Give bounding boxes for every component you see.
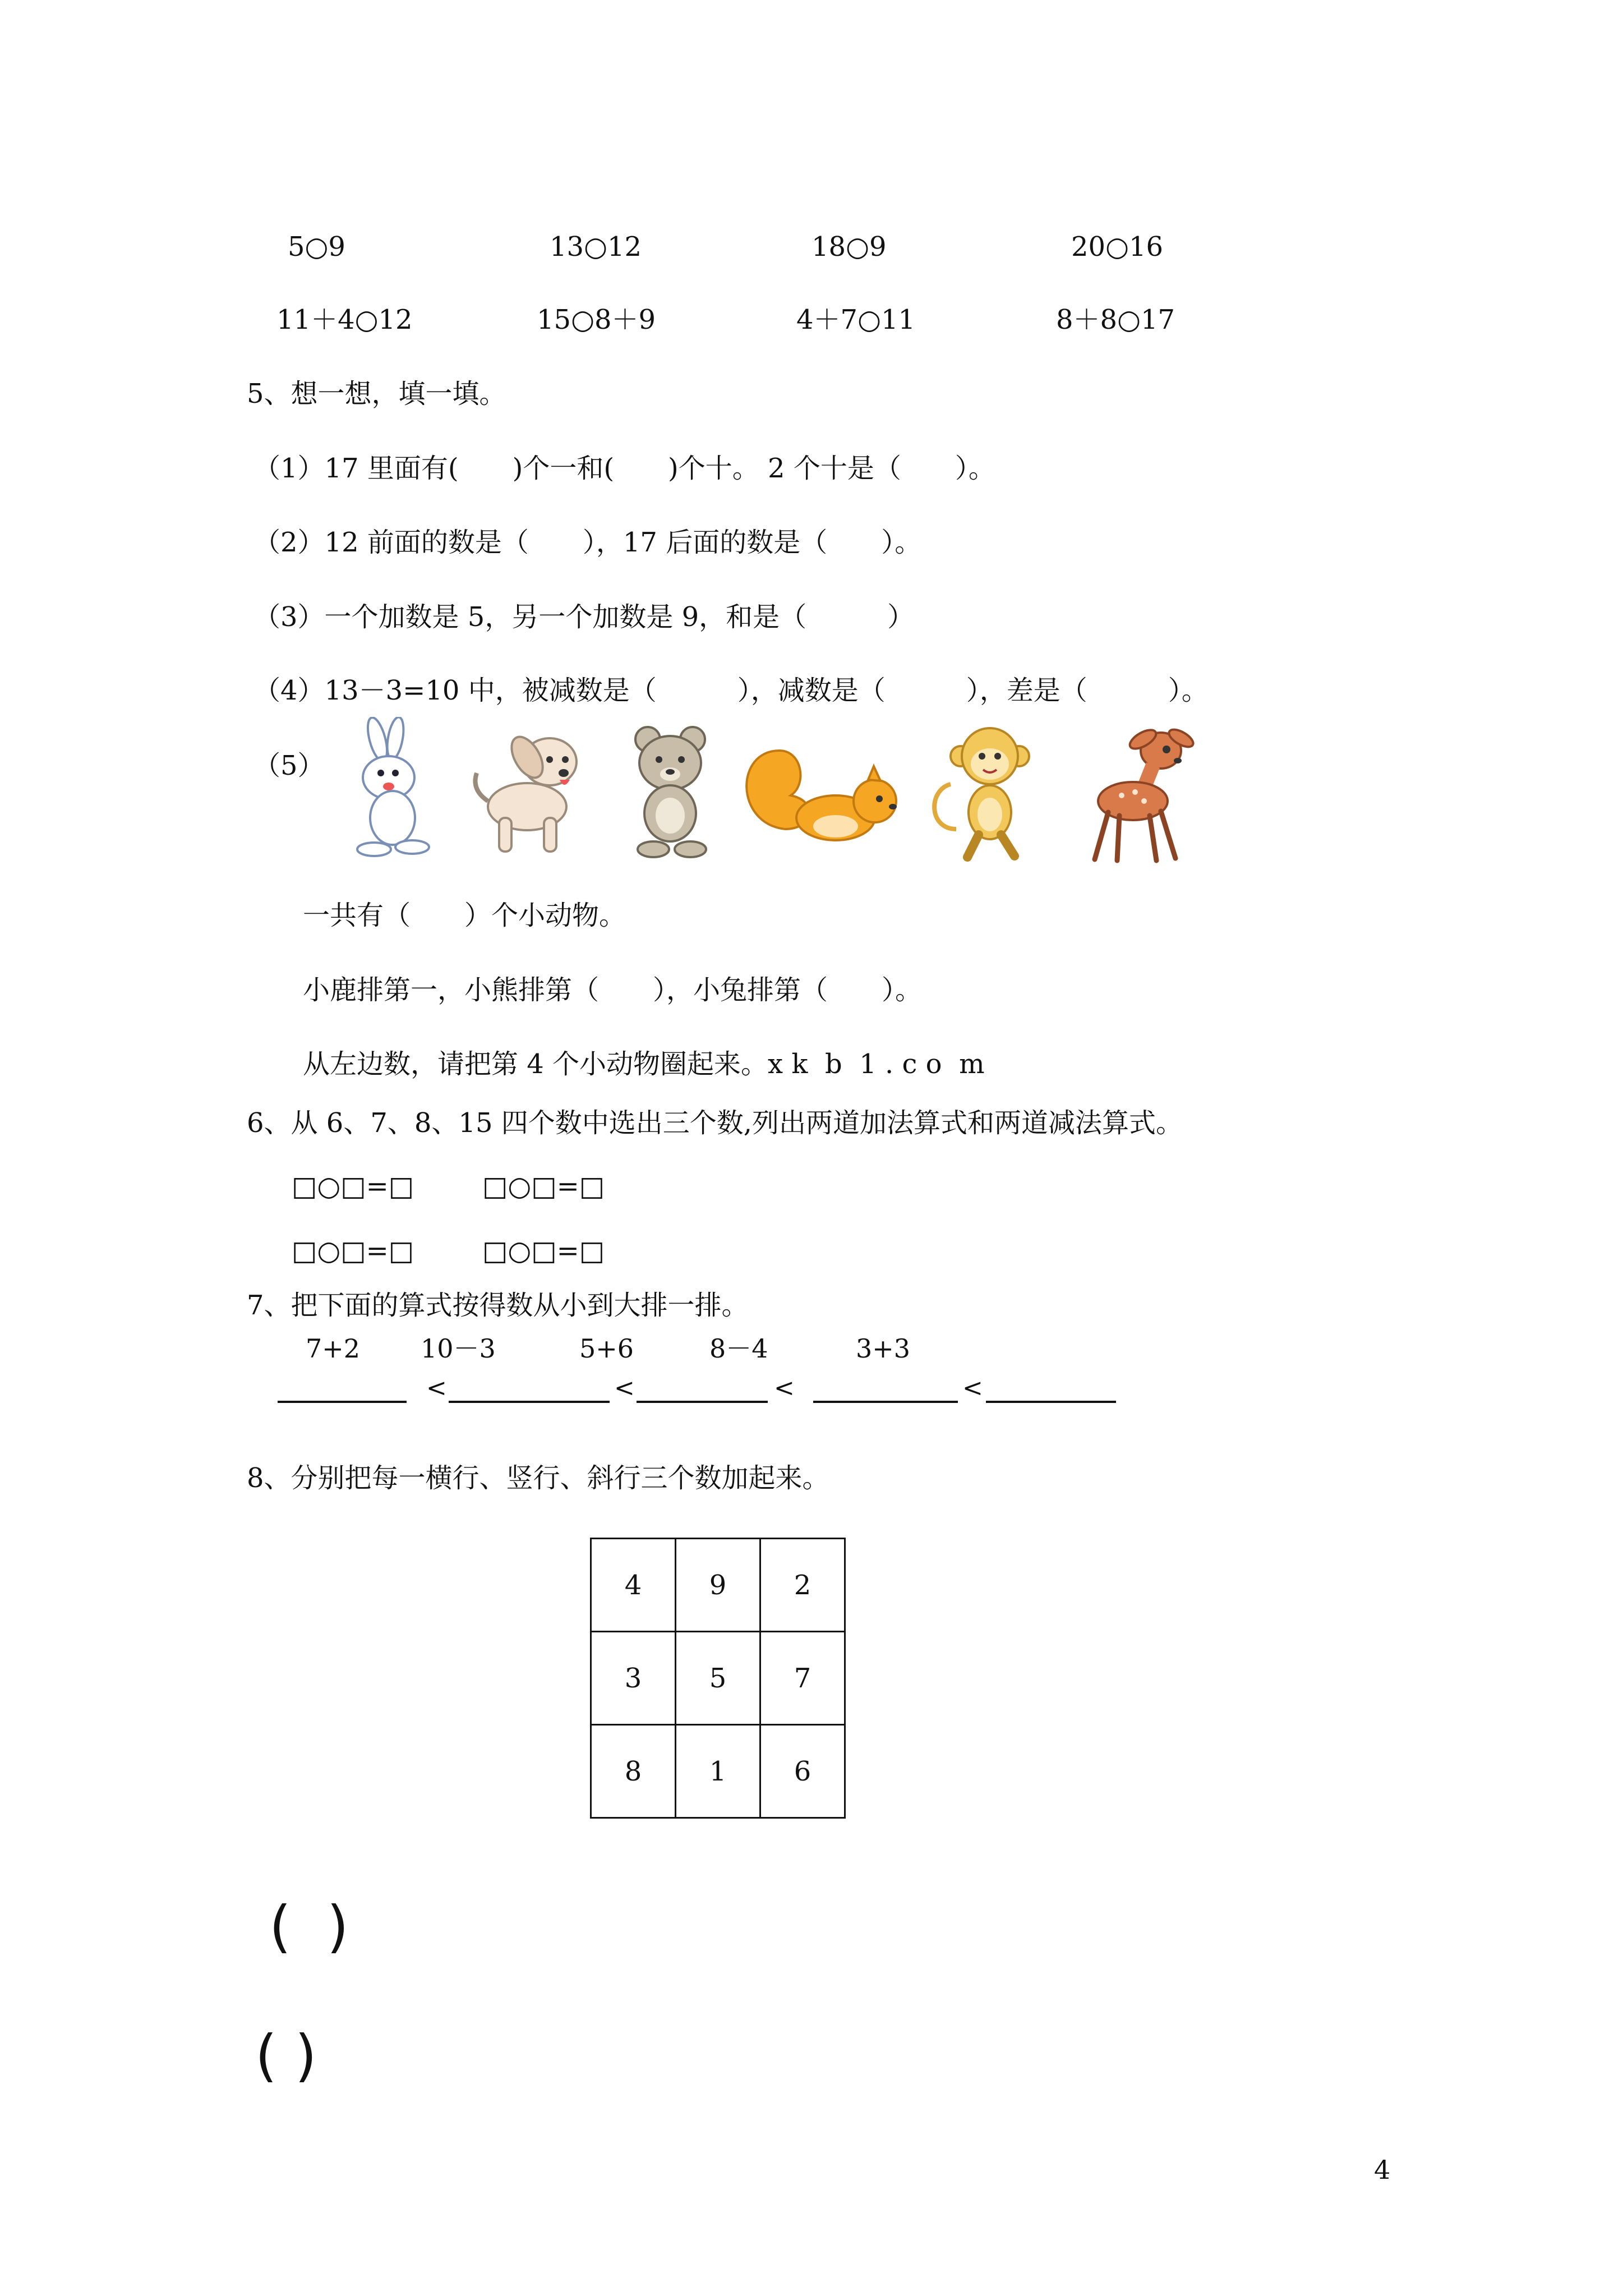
question-7-title: 7、把下面的算式按得数从小到大排一排。 — [247, 1290, 749, 1321]
animal-row — [322, 717, 1214, 869]
grid-cell: 8 — [591, 1725, 676, 1818]
question-5-title: 5、想一想，填一填。 — [247, 378, 506, 409]
compare-item: 15○8＋9 — [537, 304, 656, 335]
answer-parentheses: ( ) — [269, 1894, 349, 1959]
compare-item: 18○9 — [811, 231, 887, 263]
equation-template: □○□=□ — [482, 1171, 605, 1202]
compare-item: 4＋7○11 — [796, 304, 916, 335]
question-5-part-2: （2）12 前面的数是（ ），17 后面的数是（ ）。 — [253, 527, 922, 558]
page-number: 4 — [1374, 2155, 1391, 2185]
grid-cell: 3 — [591, 1632, 676, 1725]
compare-item: 5○9 — [288, 231, 345, 263]
squirrel-icon — [740, 717, 903, 863]
grid-cell: 5 — [676, 1632, 760, 1725]
compare-item: 8＋8○17 — [1056, 304, 1175, 335]
question-5-part-5-label: （5） — [253, 750, 325, 781]
expression-item: 3+3 — [856, 1333, 911, 1364]
answer-blank[interactable] — [813, 1401, 958, 1403]
grid-cell: 2 — [760, 1539, 845, 1632]
answer-blank[interactable] — [449, 1401, 610, 1403]
question-8-title: 8、分别把每一横行、竖行、斜行三个数加起来。 — [247, 1462, 829, 1494]
question-5-part-5-circle: 从左边数，请把第 4 个小动物圈起来。x k b 1 . c o m — [303, 1048, 985, 1080]
grid-cell: 6 — [760, 1725, 845, 1818]
less-than-sign: < — [962, 1374, 983, 1402]
expression-item: 5+6 — [579, 1333, 634, 1364]
equation-template: □○□=□ — [292, 1235, 414, 1267]
monkey-icon — [928, 717, 1052, 863]
equation-template: □○□=□ — [292, 1171, 414, 1202]
dog-icon — [465, 717, 594, 863]
less-than-sign: < — [614, 1374, 635, 1402]
answer-blank[interactable] — [637, 1401, 768, 1403]
grid-cell: 7 — [760, 1632, 845, 1725]
magic-square-grid — [590, 1538, 846, 1819]
question-5-part-5-order: 小鹿排第一，小熊排第（ ），小兔排第（ ）。 — [303, 974, 923, 1006]
compare-item: 11＋4○12 — [276, 304, 413, 335]
equation-template: □○□=□ — [482, 1235, 605, 1267]
grid-cell: 1 — [676, 1725, 760, 1818]
bear-icon — [614, 717, 726, 863]
answer-blank[interactable] — [986, 1401, 1116, 1403]
deer-icon — [1077, 717, 1200, 868]
question-5-part-4: （4）13－3=10 中，被减数是（ ），减数是（ ），差是（ ）。 — [253, 675, 1209, 706]
compare-item: 20○16 — [1071, 231, 1164, 263]
expression-item: 8－4 — [709, 1333, 768, 1364]
question-5-part-5-total: 一共有（ ）个小动物。 — [303, 900, 626, 931]
expression-item: 10－3 — [421, 1333, 496, 1364]
answer-blank[interactable] — [278, 1401, 407, 1403]
rabbit-icon — [339, 717, 451, 863]
grid-cell: 4 — [591, 1539, 676, 1632]
less-than-sign: < — [774, 1374, 795, 1402]
question-6-title: 6、从 6、7、8、15 四个数中选出三个数,列出两道加法算式和两道减法算式。 — [247, 1107, 1183, 1139]
compare-item: 13○12 — [550, 231, 642, 263]
answer-parentheses: ( ) — [255, 2023, 317, 2088]
question-5-part-1: （1）17 里面有( )个一和( )个十。 2 个十是（ ）。 — [253, 453, 995, 484]
expression-item: 7+2 — [306, 1333, 361, 1364]
question-5-part-3: （3）一个加数是 5，另一个加数是 9，和是（ ） — [253, 601, 915, 633]
grid-cell: 9 — [676, 1539, 760, 1632]
less-than-sign: < — [426, 1374, 447, 1402]
